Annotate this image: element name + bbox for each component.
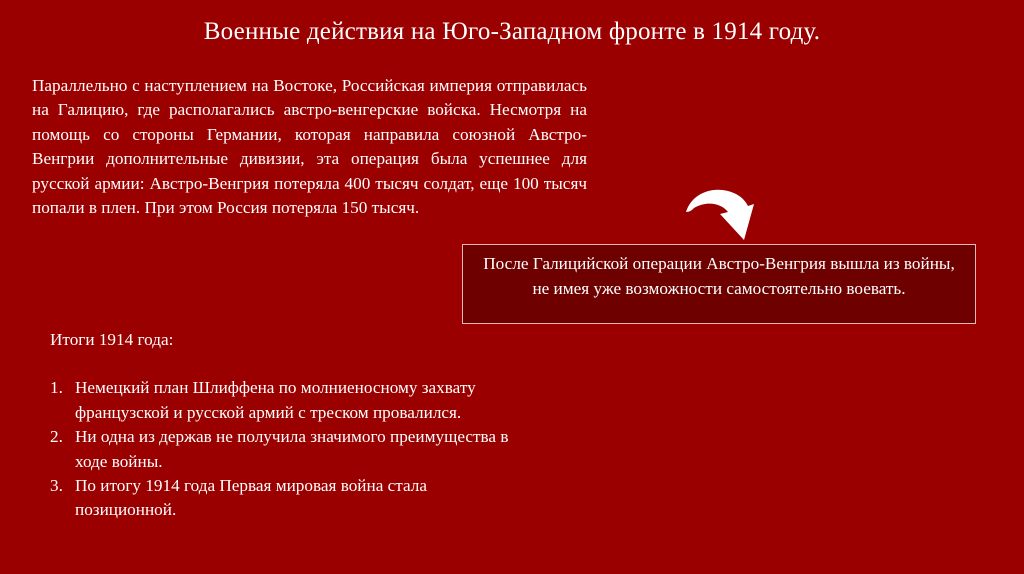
callout-box: [462, 244, 976, 324]
list-item-number: 1.: [50, 378, 63, 398]
list-item: [50, 474, 520, 523]
list-item-text: По итогу 1914 года Первая мировая война стала позиционной.: [75, 476, 427, 520]
results-heading: Итоги 1914 года:: [50, 330, 174, 349]
slide-title: Военные действия на Юго-Западном фронте в 1914 году.: [203, 18, 821, 45]
list-item-text: Ни одна из держав не получила значимого преимущества в ходе войны.: [75, 427, 509, 471]
results-list: [50, 376, 520, 522]
list-item: [50, 376, 520, 425]
callout-text: После Галицийской операции Австро-Венгрия вышла из войны, не имея уже возможности самостоятельно воевать.: [483, 254, 955, 298]
list-item-number: 2.: [50, 427, 63, 447]
results-section: [50, 328, 520, 523]
curved-arrow-down-right-icon: [682, 186, 758, 244]
list-item: [50, 425, 520, 474]
list-item-number: 3.: [50, 476, 63, 496]
list-item-text: Немецкий план Шлиффена по молниеносному захвату французской и русской армий с треском провалился.: [75, 378, 476, 422]
intro-paragraph: Параллельно с наступлением на Востоке, Российская империя отправилась на Галицию, где располагались австро-венгерские войска. Несмотря на помощь со стороны Германии, которая направила союзной Австро-Венгрии дополнительные дивизии, эта операция была успешнее для русской армии: Австро-Венгрия потеряла 400 тысяч солдат, еще 100 тысяч попали в плен. При этом Россия потеряла 150 тысяч.: [32, 76, 587, 218]
